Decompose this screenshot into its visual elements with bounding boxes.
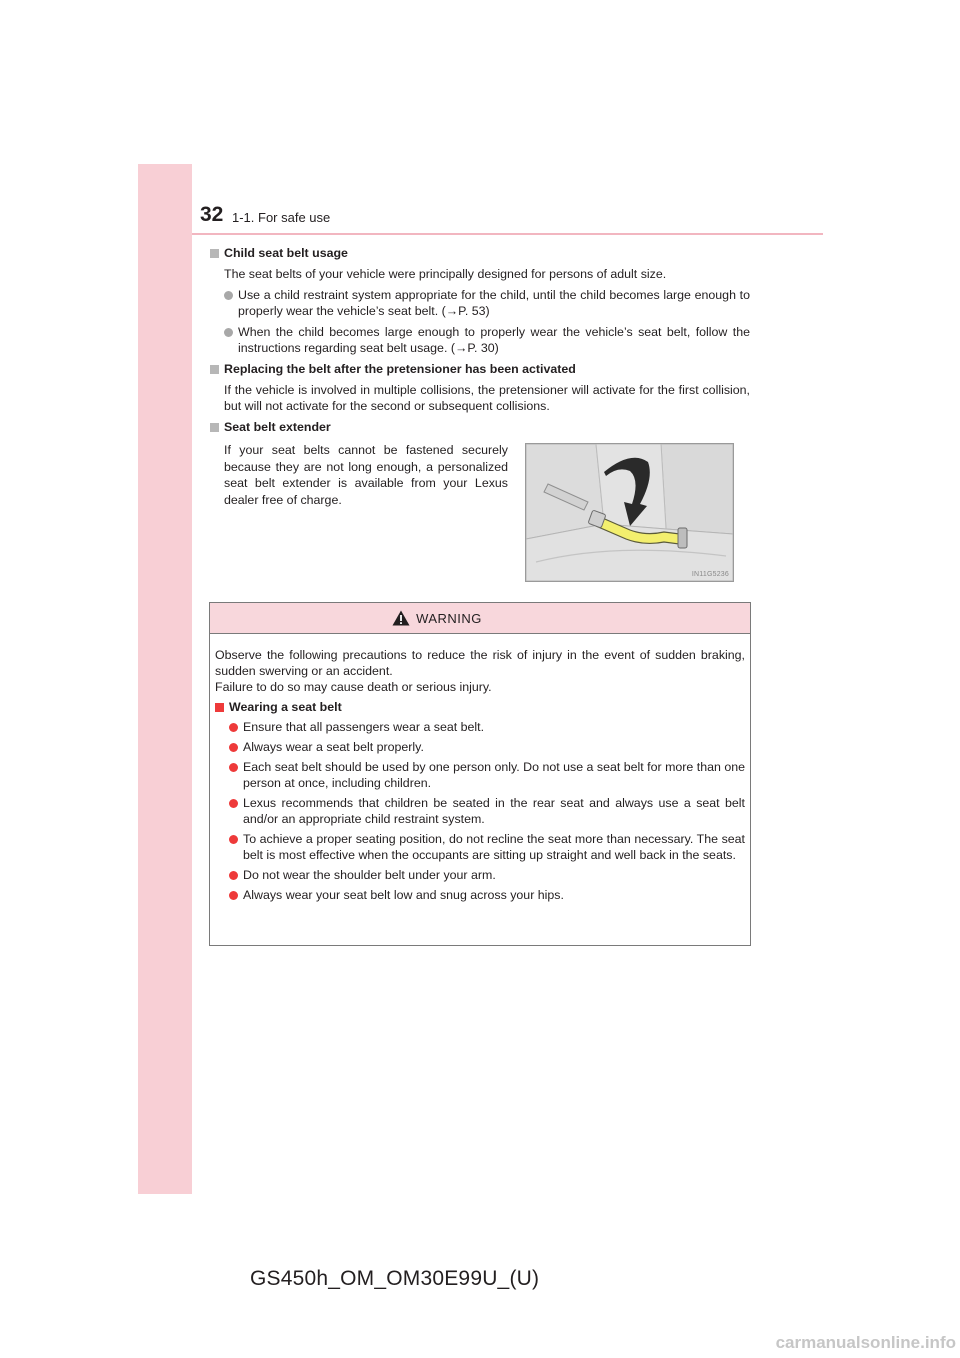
bullet-dot-icon: [229, 799, 238, 808]
replacing-heading: Replacing the belt after the pretensioner has been activated: [210, 361, 750, 377]
extender-text: If your seat belts cannot be fastened securely because they are not long enough, a personalized seat belt extender is available from your Lexus dealer free of charge.: [224, 443, 508, 507]
list-item: Ensure that all passengers wear a seat belt.: [215, 719, 745, 735]
child-seat-text: The seat belts of your vehicle were principally designed for persons of adult size.: [224, 267, 667, 281]
bullet-dot-icon: [224, 328, 233, 337]
square-bullet-icon: [210, 423, 219, 432]
square-bullet-icon: [215, 703, 224, 712]
list-item: Always wear a seat belt properly.: [215, 739, 745, 755]
warning-body: [210, 634, 750, 903]
list-item: Lexus recommends that children be seated in the rear seat and always use a seat belt and/or an appropriate child restraint system.: [215, 795, 745, 827]
child-seat-heading: Child seat belt usage: [210, 245, 750, 261]
bullet-dot-icon: [229, 763, 238, 772]
child-seat-section: [210, 245, 750, 356]
page-number: 32: [200, 203, 224, 226]
extender-heading: Seat belt extender: [210, 419, 750, 435]
seat-belt-extender-illustration: [525, 443, 734, 582]
bullet-dot-icon: [224, 291, 233, 300]
list-item: When the child becomes large enough to properly wear the vehicle’s seat belt, follow the instructions regarding seat belt usage. (→P. 30): [210, 324, 750, 356]
square-bullet-icon: [210, 249, 219, 258]
seat-belt-extender-drawing: [526, 444, 733, 581]
side-color-band: [138, 164, 192, 1194]
list-item: To achieve a proper seating position, do not recline the seat more than necessary. The seat belt is most effective when the occupants are sitting up straight and well back in the seats.: [215, 831, 745, 863]
bullet-dot-icon: [229, 723, 238, 732]
list-item: Each seat belt should be used by one person only. Do not use a seat belt for more than one person at once, including children.: [215, 759, 745, 791]
warning-triangle-icon: [392, 610, 410, 626]
section-title: 1-1. For safe use: [232, 210, 331, 225]
warning-header: [210, 603, 750, 634]
replacing-section: [210, 361, 750, 414]
list-item: Use a child restraint system appropriate for the child, until the child becomes large enough to properly wear the vehicle’s seat belt. (→P. 53): [210, 287, 750, 319]
warning-title: WARNING: [416, 610, 482, 626]
replacing-text: If the vehicle is involved in multiple collisions, the pretensioner will activate for the first collision, but will not activate for the second or subsequent collisions.: [224, 383, 750, 413]
list-item: Do not wear the shoulder belt under your arm.: [215, 867, 745, 883]
bullet-dot-icon: [229, 743, 238, 752]
warning-intro: Observe the following precautions to reduce the risk of injury in the event of sudden braking, sudden swerving or an accident. Failure to do so may cause death or serious injury.: [215, 648, 745, 694]
warning-subheading: Wearing a seat belt: [215, 699, 745, 715]
bullet-dot-icon: [229, 871, 238, 880]
warning-box: [209, 602, 751, 946]
illustration-code: IN11G5236: [691, 571, 729, 578]
watermark: carmanualsonline.info: [775, 1333, 956, 1352]
extender-section: [210, 419, 750, 435]
list-item: Always wear your seat belt low and snug across your hips.: [215, 887, 745, 903]
bullet-dot-icon: [229, 891, 238, 900]
bullet-dot-icon: [229, 835, 238, 844]
square-bullet-icon: [210, 365, 219, 374]
header-rule: [192, 233, 823, 235]
document-id-footer: GS450h_OM_OM30E99U_(U): [250, 1267, 540, 1290]
